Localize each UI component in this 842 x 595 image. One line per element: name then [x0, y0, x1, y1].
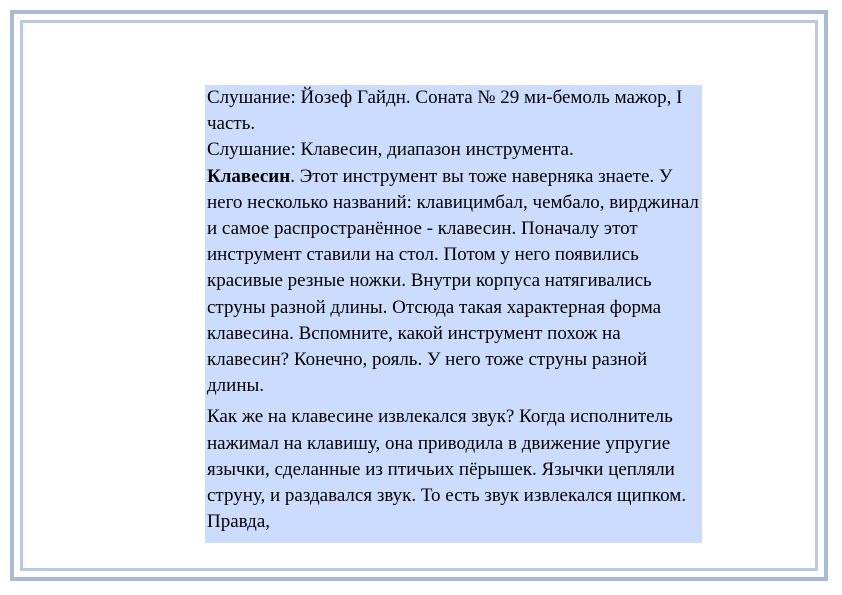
paragraph-text: Слушание: Йозеф Гайдн. Соната № 29 ми-бемоль мажор, I часть. [207, 87, 683, 135]
sound-production-paragraph [207, 404, 702, 535]
paragraph-text: Слушание: Клавесин, диапазон инструмента. [207, 139, 574, 161]
listening-harpsichord-range [207, 137, 702, 163]
paragraph-text: Как же на клавесине извлекался звук? Когда исполнитель нажимал на клавишу, она приводила в движение упругие язычки, сделанные из птичьих пёрышек. Язычки цепляли струну, и раздавался звук. То есть звук извлекался щипком. Правда, [207, 406, 687, 533]
harpsichord-description [207, 164, 702, 400]
slide-text-box [205, 85, 702, 543]
listening-haydn-sonata [207, 85, 702, 137]
paragraph-text: . Этот инструмент вы тоже наверняка знаете. У него несколько названий: клавицимбал, чембало, вирджинал и самое распространённое - клавесин. Поначалу этот инструмент ставили на стол. Потом у него появились красивые резные ножки. Внутри корпуса натягивались струны разной длины. Отсюда такая характерная форма клавесина. Вспомните, какой инструмент похож на клавесин? Конечно, рояль. У него тоже струны разной длины. [207, 165, 699, 397]
harpsichord-term: Клавесин [207, 165, 291, 187]
